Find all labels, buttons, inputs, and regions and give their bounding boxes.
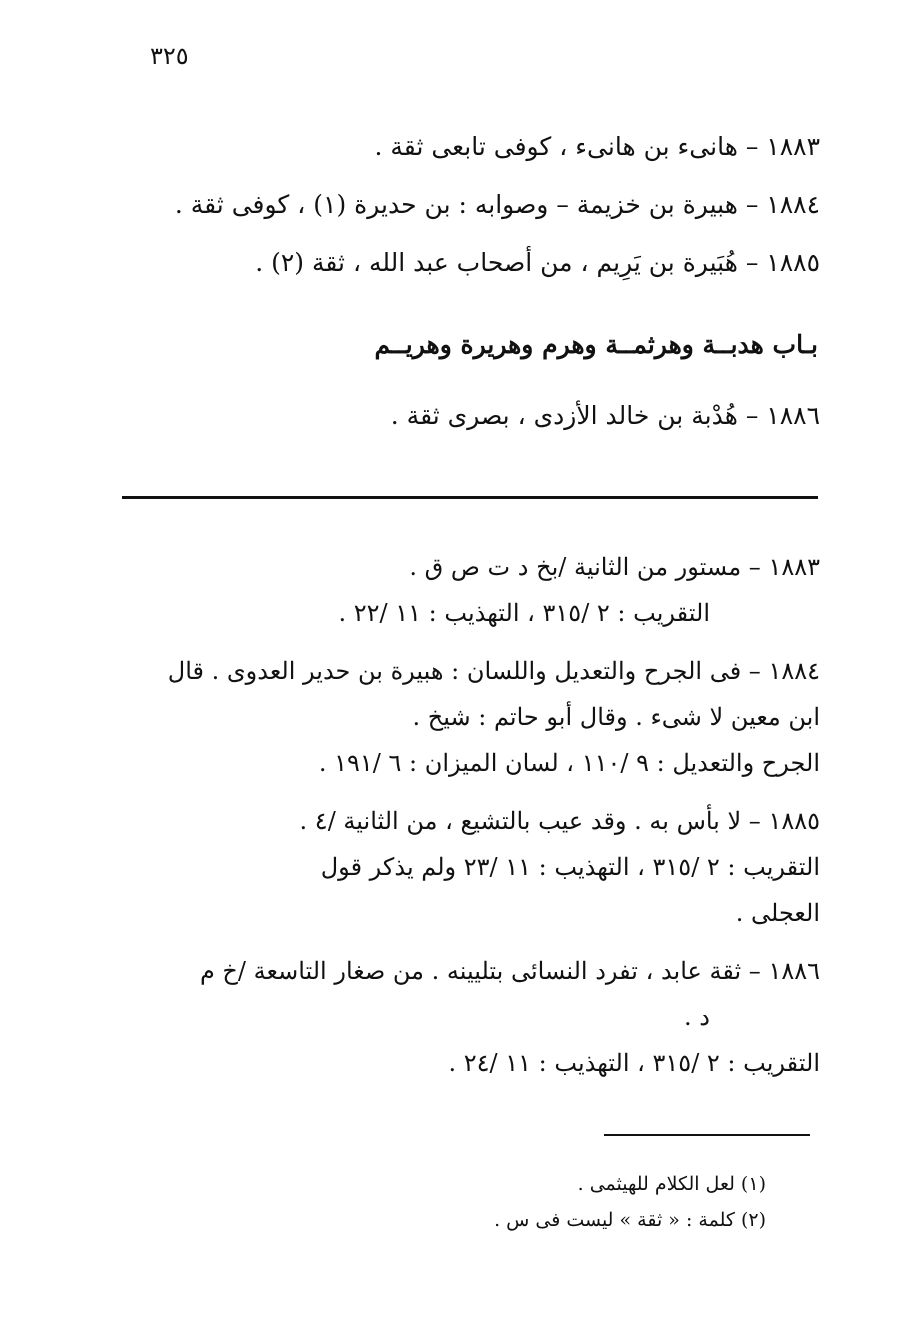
note-line: التقريب : ٢ /٣١٥ ، التهذيب : ١١ /٢٢ . [338, 599, 710, 627]
note-line: ١٨٨٣ – مستور من الثانية /بخ د ت ص ق . [409, 553, 820, 581]
footnote-2: (٢) كلمة : « ثقة » ليست فى س . [494, 1209, 766, 1231]
note-line: ١٨٨٤ – فى الجرح والتعديل واللسان : هبيرة بن حدير العدوى . قال [167, 657, 820, 685]
notes-section [120, 544, 820, 1098]
note-line: ١٨٨٥ – لا بأس به . وقد عيب بالتشيع ، من الثانية /٤ . [299, 807, 820, 835]
page-number: ٣٢٥ [150, 42, 189, 70]
divider [122, 496, 818, 499]
note-line: التقريب : ٢ /٣١٥ ، التهذيب : ١١ /٢٣ ولم يذكر قول [320, 853, 820, 881]
entry-1885: ١٨٨٥ – هُبَيرة بن يَرِيم ، من أصحاب عبد الله ، ثقة (٢) . [255, 248, 820, 277]
footnote-rule [604, 1134, 810, 1136]
note-line: العجلى . [735, 899, 820, 927]
note-line: د . [684, 1003, 710, 1031]
entry-1883: ١٨٨٣ – هانىء بن هانىء ، كوفى تابعى ثقة . [374, 132, 820, 161]
footnote-1: (١) لعل الكلام للهيثمى . [577, 1173, 766, 1195]
entry-1884: ١٨٨٤ – هبيرة بن خزيمة – وصوابه : بن حديرة (١) ، كوفى ثقة . [174, 190, 820, 219]
note-line: الجرح والتعديل : ٩ /١١٠ ، لسان الميزان : ٦ /١٩١ . [318, 749, 820, 777]
note-1885 [120, 798, 820, 936]
entries-list-2 [130, 392, 820, 440]
note-1883 [120, 544, 820, 636]
footnotes [166, 1166, 766, 1238]
section-heading: بـاب هدبــة وهرثمــة وهرم وهريرة وهريــم [374, 330, 818, 359]
entry-1886: ١٨٨٦ – هُدْبة بن خالد الأزدى ، بصرى ثقة . [390, 401, 820, 430]
note-1884 [120, 648, 820, 786]
entries-list [130, 118, 820, 292]
note-1886 [120, 948, 820, 1086]
note-line: التقريب : ٢ /٣١٥ ، التهذيب : ١١ /٢٤ . [448, 1049, 820, 1077]
note-line: ابن معين لا شىء . وقال أبو حاتم : شيخ . [412, 703, 820, 731]
note-line: ١٨٨٦ – ثقة عابد ، تفرد النسائى بتليينه . من صغار التاسعة /خ م [199, 957, 820, 985]
